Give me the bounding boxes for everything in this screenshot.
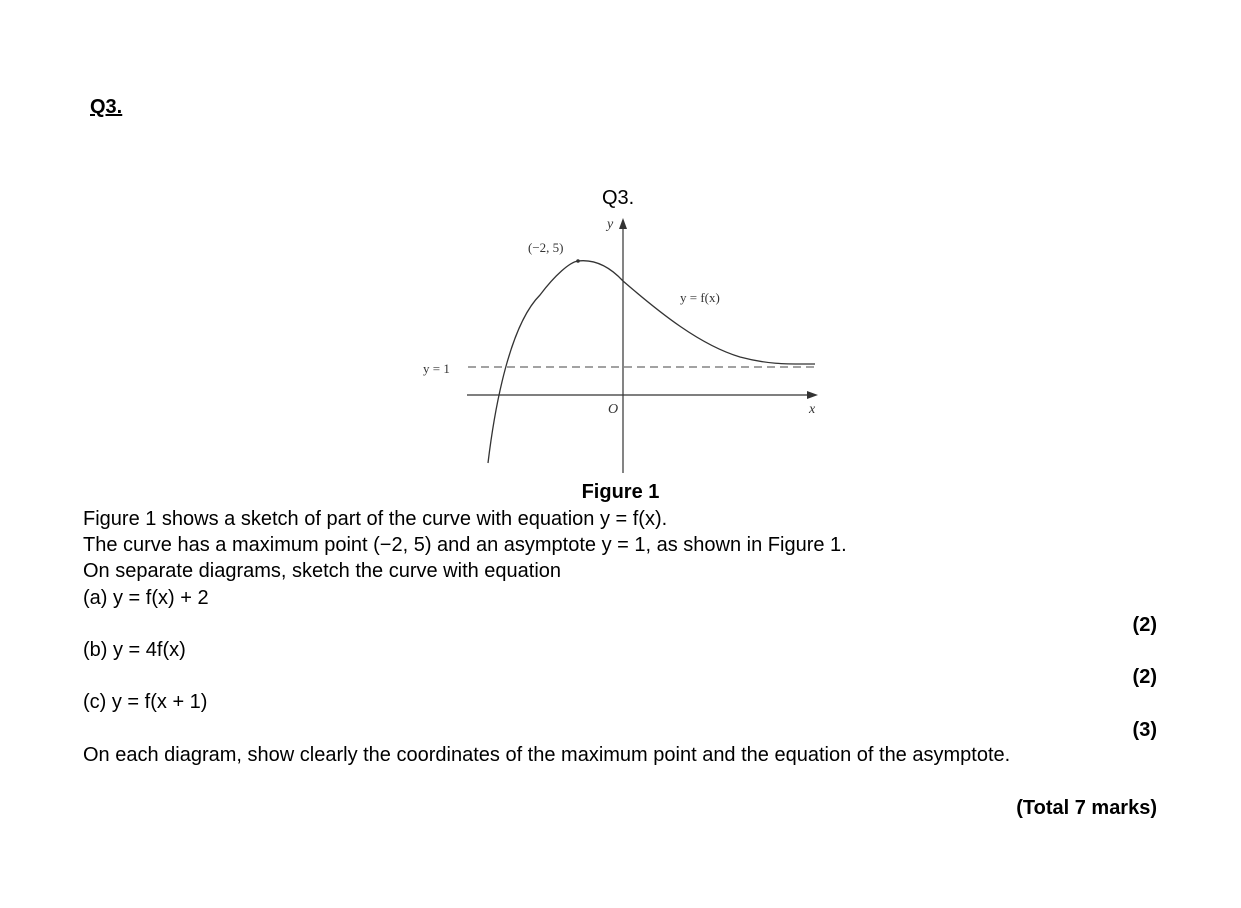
- instruction: On each diagram, show clearly the coordinates of the maximum point and the equation of the asymptote.: [83, 744, 1011, 766]
- figure-1: [410, 205, 840, 480]
- axis-x-label: x: [809, 402, 816, 417]
- total-marks: (Total 7 marks): [1016, 797, 1157, 819]
- text-line-1: Figure 1 shows a sketch of part of the curve with equation y = f(x).: [83, 508, 668, 530]
- part-b: (b) y = 4f(x): [83, 639, 186, 661]
- part-c: (c) y = f(x + 1): [83, 691, 208, 713]
- marks-a: (2): [1132, 614, 1157, 636]
- marks-b: (2): [1132, 666, 1157, 688]
- max-point: [576, 259, 580, 263]
- part-a: (a) y = f(x) + 2: [83, 587, 209, 609]
- question-number: Q3.: [90, 96, 123, 118]
- y-axis-arrow: [619, 218, 627, 229]
- text-line-3: On separate diagrams, sketch the curve with equation: [83, 560, 562, 582]
- figure-caption: Figure 1: [581, 481, 660, 503]
- asymptote-label: y = 1: [423, 361, 450, 376]
- max-point-label: (−2, 5): [528, 240, 564, 255]
- curve-label: y = f(x): [680, 290, 720, 305]
- text-line-2: The curve has a maximum point (−2, 5) and an asymptote y = 1, as shown in Figure 1.: [83, 534, 847, 556]
- figure-label: Q3.: [602, 187, 635, 209]
- axis-y-label: y: [607, 217, 614, 232]
- curve-path: [488, 261, 815, 463]
- origin-label: O: [608, 402, 619, 417]
- x-axis-arrow: [807, 391, 818, 399]
- marks-c: (3): [1132, 719, 1157, 741]
